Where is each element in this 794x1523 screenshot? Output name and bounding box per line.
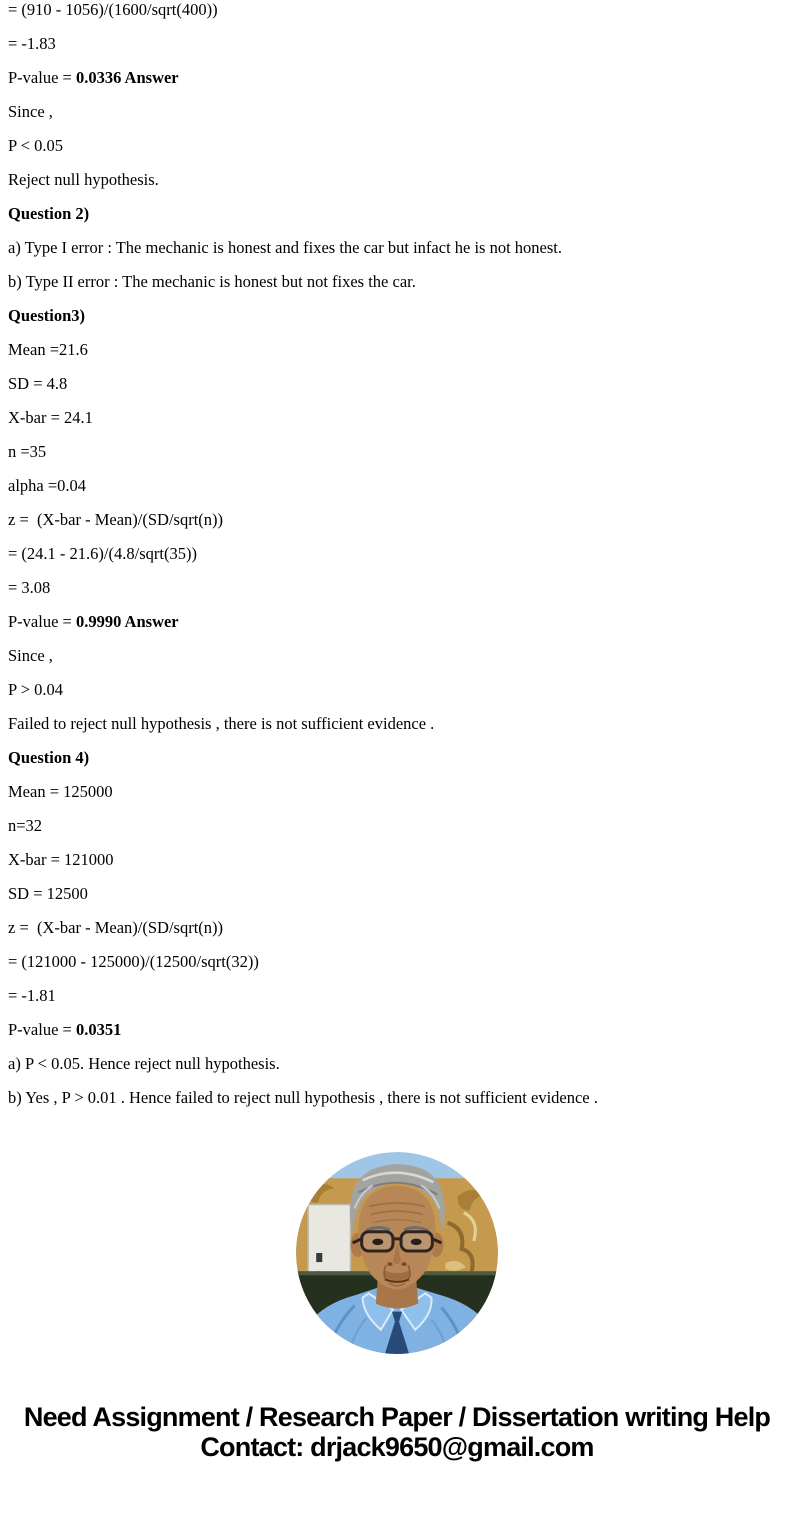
- text-run: = (121000 - 125000)/(12500/sqrt(32)): [8, 952, 259, 971]
- text-run: n=32: [8, 816, 43, 835]
- document-line: [8, 843, 788, 877]
- document-line: [8, 741, 788, 775]
- document-line: [8, 673, 788, 707]
- text-run: = 3.08: [8, 578, 51, 597]
- text-run: Failed to reject null hypothesis , there is not sufficient evidence .: [8, 714, 435, 733]
- text-run: Reject null hypothesis.: [8, 170, 159, 189]
- document-line: [8, 27, 788, 61]
- document-line: [8, 775, 788, 809]
- document-line: [8, 333, 788, 367]
- document-line: [8, 435, 788, 469]
- document-line: [8, 809, 788, 843]
- text-run: Mean = 125000: [8, 782, 113, 801]
- text-run: SD = 12500: [8, 884, 88, 903]
- document-line: [8, 1047, 788, 1081]
- document-line: [8, 1013, 788, 1047]
- bold-text-run: 0.0336 Answer: [75, 68, 179, 87]
- bold-text-run: 0.0351: [75, 1020, 122, 1039]
- text-run: z = (X-bar - Mean)/(SD/sqrt(n)): [8, 510, 224, 529]
- text-run: b) Type II error : The mechanic is honest but not fixes the car.: [8, 272, 416, 291]
- document-line: [8, 0, 788, 27]
- bold-text-run: Question3): [8, 306, 86, 325]
- text-run: = (24.1 - 21.6)/(4.8/sqrt(35)): [8, 544, 197, 563]
- tutor-portrait-photo: [296, 1152, 498, 1354]
- document-line: [8, 163, 788, 197]
- bold-text-run: Question 4): [8, 748, 90, 767]
- document-line: [8, 911, 788, 945]
- document-line: [8, 945, 788, 979]
- document-line: [8, 571, 788, 605]
- document-line: [8, 1081, 788, 1115]
- document-line: [8, 61, 788, 95]
- document-body: [8, 0, 788, 1115]
- portrait-illustration: [296, 1152, 498, 1354]
- document-line: [8, 299, 788, 333]
- text-run: Since ,: [8, 102, 53, 121]
- footer-help-text: Need Assignment / Research Paper / Dissertation writing Help: [23, 1402, 771, 1432]
- document-line: [8, 401, 788, 435]
- text-run: alpha =0.04: [8, 476, 87, 495]
- bold-text-run: Question 2): [8, 204, 90, 223]
- document-line: [8, 265, 788, 299]
- text-run: SD = 4.8: [8, 374, 68, 393]
- text-run: = -1.83: [8, 34, 56, 53]
- text-run: Mean =21.6: [8, 340, 88, 359]
- bold-text-run: 0.9990 Answer: [75, 612, 179, 631]
- document-line: [8, 95, 788, 129]
- text-run: P < 0.05: [8, 136, 63, 155]
- text-run: P-value =: [8, 612, 76, 631]
- document-line: [8, 469, 788, 503]
- text-run: b) Yes , P > 0.01 . Hence failed to reject null hypothesis , there is not sufficient evidence .: [8, 1088, 598, 1107]
- text-run: a) P < 0.05. Hence reject null hypothesis.: [8, 1054, 280, 1073]
- footer-banner: [0, 1402, 794, 1462]
- document-line: [8, 129, 788, 163]
- document-line: [8, 605, 788, 639]
- document-line: [8, 707, 788, 741]
- text-run: P-value =: [8, 68, 76, 87]
- document-line: [8, 197, 788, 231]
- text-run: = (910 - 1056)/(1600/sqrt(400)): [8, 0, 218, 19]
- text-run: Since ,: [8, 646, 53, 665]
- document-line: [8, 503, 788, 537]
- document-line: [8, 877, 788, 911]
- text-run: P-value =: [8, 1020, 76, 1039]
- document-line: [8, 231, 788, 265]
- document-line: [8, 979, 788, 1013]
- document-line: [8, 537, 788, 571]
- document-line: [8, 639, 788, 673]
- text-run: a) Type I error : The mechanic is honest and fixes the car but infact he is not honest.: [8, 238, 563, 257]
- text-run: n =35: [8, 442, 47, 461]
- text-run: X-bar = 121000: [8, 850, 114, 869]
- text-run: z = (X-bar - Mean)/(SD/sqrt(n)): [8, 918, 224, 937]
- text-run: P > 0.04: [8, 680, 63, 699]
- text-run: X-bar = 24.1: [8, 408, 93, 427]
- text-run: = -1.81: [8, 986, 56, 1005]
- footer-contact-email: Contact: drjack9650@gmail.com: [200, 1432, 594, 1462]
- document-line: [8, 367, 788, 401]
